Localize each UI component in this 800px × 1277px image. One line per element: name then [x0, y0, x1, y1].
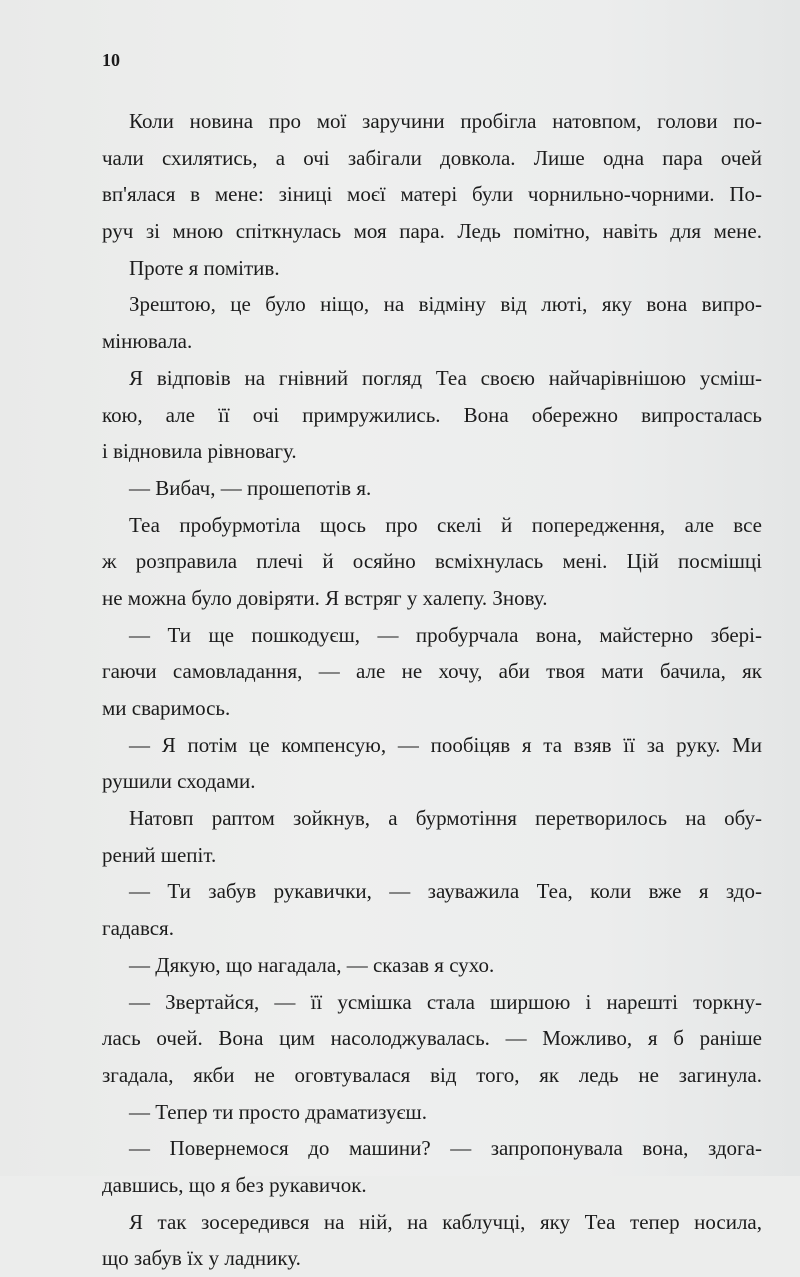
- text-line: — Ти забув рукавички, — зауважила Теа, коли вже я здо-: [129, 879, 762, 904]
- text-line: згадала, якби не оговтувалася від того, як ледь не загинула.: [102, 1062, 762, 1087]
- text-line: Зрештою, це було ніщо, на відміну від люті, яку вона випро-: [129, 292, 762, 317]
- text-line: — Звертайся, — її усмішка стала ширшою і нарешті торкну-: [129, 989, 762, 1014]
- text-line: — Повернемося до машини? — запропонувала вона, здога-: [129, 1136, 762, 1161]
- text-line: кою, але її очі примружились. Вона обережно випросталась: [102, 402, 762, 427]
- text-line: Натовп раптом зойкнув, а бурмотіння перетворилось на обу-: [129, 806, 762, 831]
- text-line: — Вибач, — прошепотів я.: [129, 475, 372, 500]
- text-line: лась очей. Вона цим насолоджувалась. — Можливо, я б раніше: [102, 1026, 762, 1051]
- text-line: Я так зосередився на ній, на каблучці, яку Теа тепер носила,: [129, 1209, 762, 1234]
- page-number: 10: [102, 50, 120, 70]
- text-line: ми сваримось.: [102, 696, 231, 720]
- text-line: руч зі мною спіткнулась моя пара. Ледь помітно, навіть для мене.: [102, 219, 762, 244]
- text-line: — Я потім це компенсую, — пообіцяв я та взяв її за руку. Ми: [129, 732, 762, 757]
- text-line: не можна було довіряти. Я встряг у халепу. Знову.: [102, 585, 548, 610]
- text-line: — Ти ще пошкодуєш, — пробурчала вона, майстерно збері-: [129, 622, 762, 647]
- text-line: рений шепіт.: [102, 842, 217, 867]
- text-line: що забув їх у ладнику.: [102, 1246, 301, 1271]
- text-line: рушили сходами.: [102, 769, 256, 794]
- text-line: ж розправила плечі й осяйно всміхнулась мені. Цій посмішці: [102, 549, 762, 574]
- body-text: [102, 103, 762, 1277]
- text-line: і відновила рівновагу.: [102, 439, 297, 464]
- text-line: Я відповів на гнівний погляд Теа своєю найчарівнішою усміш-: [129, 365, 762, 390]
- text-line: Проте я помітив.: [129, 255, 280, 280]
- text-line: мінювала.: [102, 329, 193, 354]
- text-line: — Дякую, що нагадала, — сказав я сухо.: [129, 952, 495, 977]
- text-line: вп'ялася в мене: зіниці моєї матері були чорнильно-чорними. По-: [102, 182, 762, 207]
- text-line: гаючи самовладання, — але не хочу, аби твоя мати бачила, як: [102, 659, 762, 684]
- text-line: чали схилятись, а очі забігали довкола. Лише одна пара очей: [102, 145, 762, 170]
- text-line: Теа пробурмотіла щось про скелі й попередження, але все: [129, 512, 762, 537]
- text-line: давшись, що я без рукавичок.: [102, 1172, 367, 1197]
- text-line: — Тепер ти просто драматизуєш.: [129, 1099, 427, 1124]
- text-line: Коли новина про мої заручини пробігла натовпом, голови по-: [129, 109, 762, 133]
- text-line: гадався.: [102, 916, 174, 941]
